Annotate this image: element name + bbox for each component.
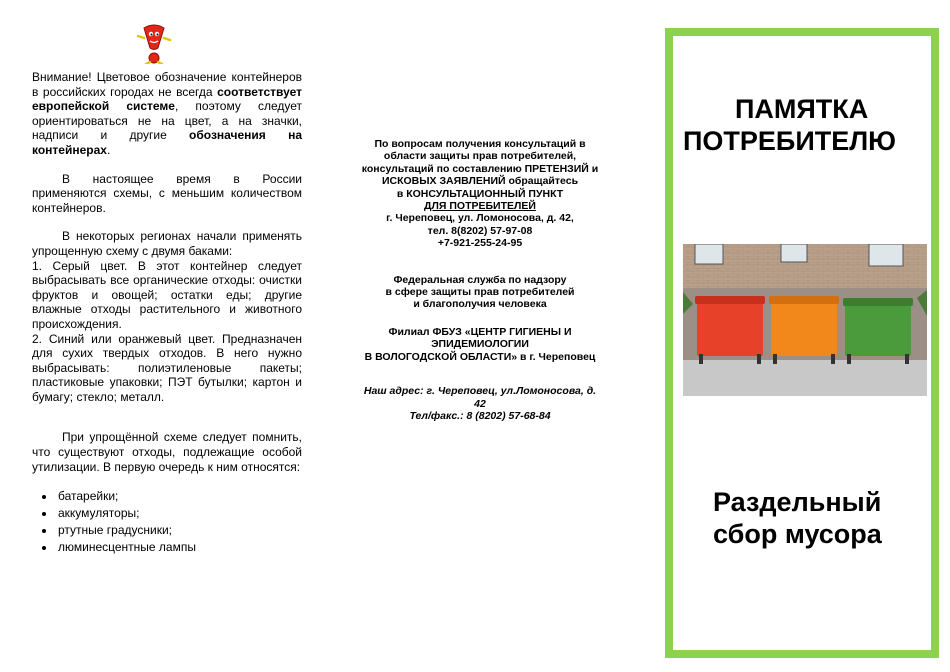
branch-line: ЭПИДЕМИОЛОГИИ bbox=[431, 338, 529, 351]
cover-panel bbox=[665, 28, 939, 658]
address-line: 42 bbox=[474, 397, 486, 410]
branch-line: Филиал ФБУЗ «ЦЕНТР ГИГИЕНЫ И bbox=[388, 325, 572, 338]
green-container-icon bbox=[843, 298, 913, 364]
contact-block bbox=[340, 385, 620, 422]
branch-block bbox=[340, 326, 620, 363]
brochure-title bbox=[673, 93, 931, 157]
blue-orange-container-item: 2. Синий или оранжевый цвет. Предназначен для сухих твердых отходов. В него нужно выбрасывать: полиэтиленовые пакеты; пластиковые упаковки; ПЭТ бутылки; картон и бумагу; стекло; металл. bbox=[32, 331, 302, 404]
grey-container-item: 1. Серый цвет. В этот контейнер следует выбрасывать все органические отходы: очистки фруктов и овощей; остатки еды; другие влажные отходы растительного и животного происхождения. bbox=[32, 258, 302, 331]
consultation-mobile: +7-921-255-24-95 bbox=[437, 237, 523, 250]
consultation-line: области защиты прав потребителей, bbox=[383, 150, 577, 163]
orange-container-icon bbox=[769, 296, 839, 364]
list-item: люминесцентные лампы bbox=[42, 539, 302, 556]
schemes-paragraph: В настоящее время в России применяются схемы, с меньшим количеством контейнеров. bbox=[32, 171, 302, 215]
consultation-line: ДЛЯ ПОТРЕБИТЕЛЕЙ bbox=[424, 200, 536, 213]
title-line: ПОТРЕБИТЕЛЮ bbox=[683, 126, 897, 156]
federal-service-line: в сфере защиты прав потребителей bbox=[385, 286, 575, 299]
consultation-block bbox=[340, 138, 620, 250]
consultation-line: ИСКОВЫХ ЗАЯВЛЕНИЙ обращайтесь bbox=[381, 175, 579, 188]
consultation-line: По вопросам получения консультаций в bbox=[374, 138, 586, 150]
subtitle-line: сбор мусора bbox=[713, 519, 882, 549]
branch-line: В ВОЛОГОДСКОЙ ОБЛАСТИ» в г. Череповец bbox=[364, 350, 596, 363]
brochure-subtitle bbox=[713, 486, 923, 550]
federal-service-block bbox=[340, 274, 620, 311]
list-item: ртутные градусники; bbox=[42, 522, 302, 539]
list-item: аккумуляторы; bbox=[42, 505, 302, 522]
exclamation-mascot-icon bbox=[136, 24, 172, 64]
federal-service-line: и благополучия человека bbox=[413, 298, 547, 311]
phone-fax-line: Тел/факс.: 8 (8202) 57-68-84 bbox=[409, 409, 551, 422]
consultation-phone: тел. 8(8202) 57-97-08 bbox=[427, 224, 533, 237]
red-container-icon bbox=[695, 296, 765, 364]
consultation-address: г. Череповец, ул. Ломоносова, д. 42, bbox=[386, 212, 574, 225]
consultation-line: консультаций по составлению ПРЕТЕНЗИЙ и bbox=[361, 162, 599, 175]
title-line: ПАМЯТКА bbox=[735, 94, 869, 124]
federal-service-line: Федеральная служба по надзору bbox=[393, 273, 567, 286]
warning-paragraph: Внимание! Цветовое обозначение контейнеров в российских городах не всегда соответствует европейской системе, поэтому следует ориентироваться не на цвет, а на значки, надписи и другие обозначения на контейнерах. bbox=[32, 70, 302, 157]
list-item: батарейки; bbox=[42, 488, 302, 505]
regions-paragraph: В некоторых регионах начали применять упрощенную схему с двумя баками: bbox=[32, 229, 302, 258]
subtitle-line: Раздельный bbox=[713, 487, 882, 517]
address-line: Наш адрес: г. Череповец, ул.Ломоносова, д. bbox=[363, 385, 597, 398]
hazardous-waste-list bbox=[32, 488, 302, 556]
consultation-line: в КОНСУЛЬТАЦИОННЫЙ ПУНКТ bbox=[396, 187, 564, 200]
middle-column bbox=[340, 138, 620, 422]
waste-containers-photo bbox=[683, 244, 927, 396]
special-disposal-paragraph: При упрощённой схеме следует помнить, что существуют отходы, подлежащие особой утилизации. В первую очередь к ним относятся: bbox=[32, 430, 302, 474]
